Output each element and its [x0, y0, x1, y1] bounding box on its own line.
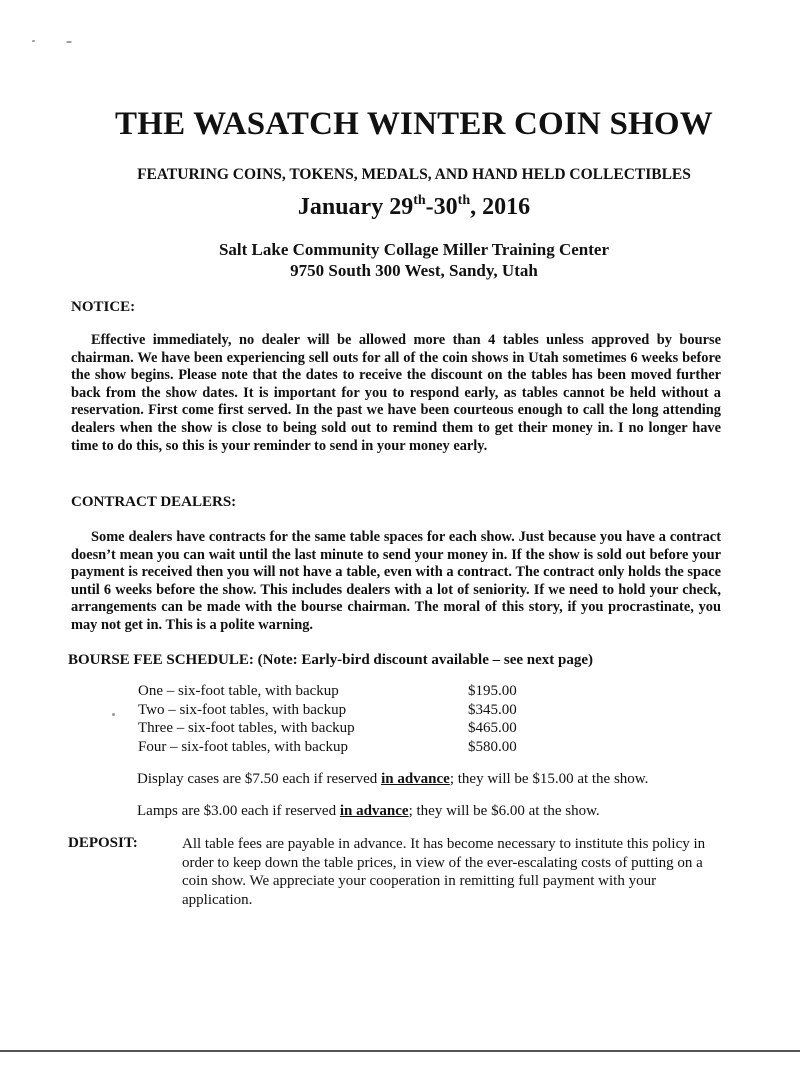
date-year: , 2016 [470, 194, 531, 220]
venue [0, 239, 800, 281]
display-text-end: ; they will be $15.00 at the show. [449, 771, 649, 787]
contract-dealers-paragraph: Some dealers have contracts for the same table spaces for each show. Just because you have a contract doesn’t mean you can wait until the last minute to send your money in. If the show is sold out before your payment is received then you will not have a table, even with a contract. The contract only holds the space until 6 weeks before the show. This includes dealers with a lot of seniority. If we need to hold your check, arrangements can be made with the bourse chairman. The moral of this story, if you procrastinate, you may not get in. This is a polite warning. [71, 529, 721, 633]
display-text-start: Display cases are $7.50 each if reserved [137, 771, 382, 787]
lamps-text-start: Lamps are $3.00 each if reserved [137, 803, 340, 819]
lamps-advance-emphasis: in advance [339, 803, 409, 819]
fee-table [138, 682, 548, 756]
display-cases-note [137, 771, 648, 788]
fee-row [138, 719, 548, 738]
fee-row [138, 682, 548, 701]
deposit-label: DEPOSIT: [68, 835, 138, 851]
document-subtitle: FEATURING COINS, TOKENS, MEDALS, AND HAND HELD COLLECTIBLES [137, 166, 691, 183]
scan-edge-line [0, 1050, 800, 1052]
date-suffix-2: th [457, 193, 471, 208]
notice-heading: NOTICE: [71, 299, 136, 315]
display-advance-emphasis: in advance [381, 771, 450, 787]
lamps-note [137, 803, 600, 820]
fee-description: One – six-foot table, with backup [138, 683, 339, 699]
bourse-fee-heading: BOURSE FEE SCHEDULE: (Note: Early-bird discount available – see next page) [68, 652, 594, 668]
document-title: THE WASATCH WINTER COIN SHOW [115, 106, 713, 142]
deposit-text: All table fees are payable in advance. It has become necessary to institute this policy in order to keep down the table prices, in view of the ever-escalating costs of putting on a coin show. We appreciate your cooperation in remitting full payment with your application. [182, 836, 706, 908]
venue-name: Salt Lake Community Collage Miller Training Center [218, 240, 610, 259]
date-suffix-1: th [413, 193, 426, 208]
notice-paragraph: Effective immediately, no dealer will be allowed more than 4 tables unless approved by bourse chairman. We have been experiencing sell outs for all of the coin shows in Utah sometimes 6 weeks before the show begins. Please note that the dates to receive the discount on the tables has been moved further back from the show dates. It is important for you to respond early, as tables cannot be held without a reservation. First come first served. In the past we have been courteous enough to call the long attending dealers when the show is close to being sold out to remind them to get their money in. I no longer have time to do this, so this is your reminder to send in your money early. [71, 332, 721, 454]
fee-price: $195.00 [468, 683, 517, 699]
scan-speck [66, 41, 72, 43]
contract-dealers-heading: CONTRACT DEALERS: [71, 494, 237, 510]
show-date [0, 194, 800, 221]
fee-row [138, 738, 548, 757]
fee-description: Three – six-foot tables, with backup [138, 720, 355, 736]
fee-price: $345.00 [468, 701, 517, 718]
fee-description: Four – six-foot tables, with backup [138, 738, 348, 755]
venue-address: 9750 South 300 West, Sandy, Utah [290, 261, 538, 280]
fee-description: Two – six-foot tables, with backup [138, 701, 347, 718]
date-range-end: -30 [425, 194, 458, 220]
fee-row [138, 701, 548, 720]
fee-price: $465.00 [468, 720, 517, 736]
scan-speck [32, 40, 35, 42]
lamps-text-end: ; they will be $6.00 at the show. [408, 803, 600, 819]
scan-speck [112, 713, 115, 716]
fee-price: $580.00 [468, 738, 517, 755]
date-month: January 29 [297, 194, 414, 220]
